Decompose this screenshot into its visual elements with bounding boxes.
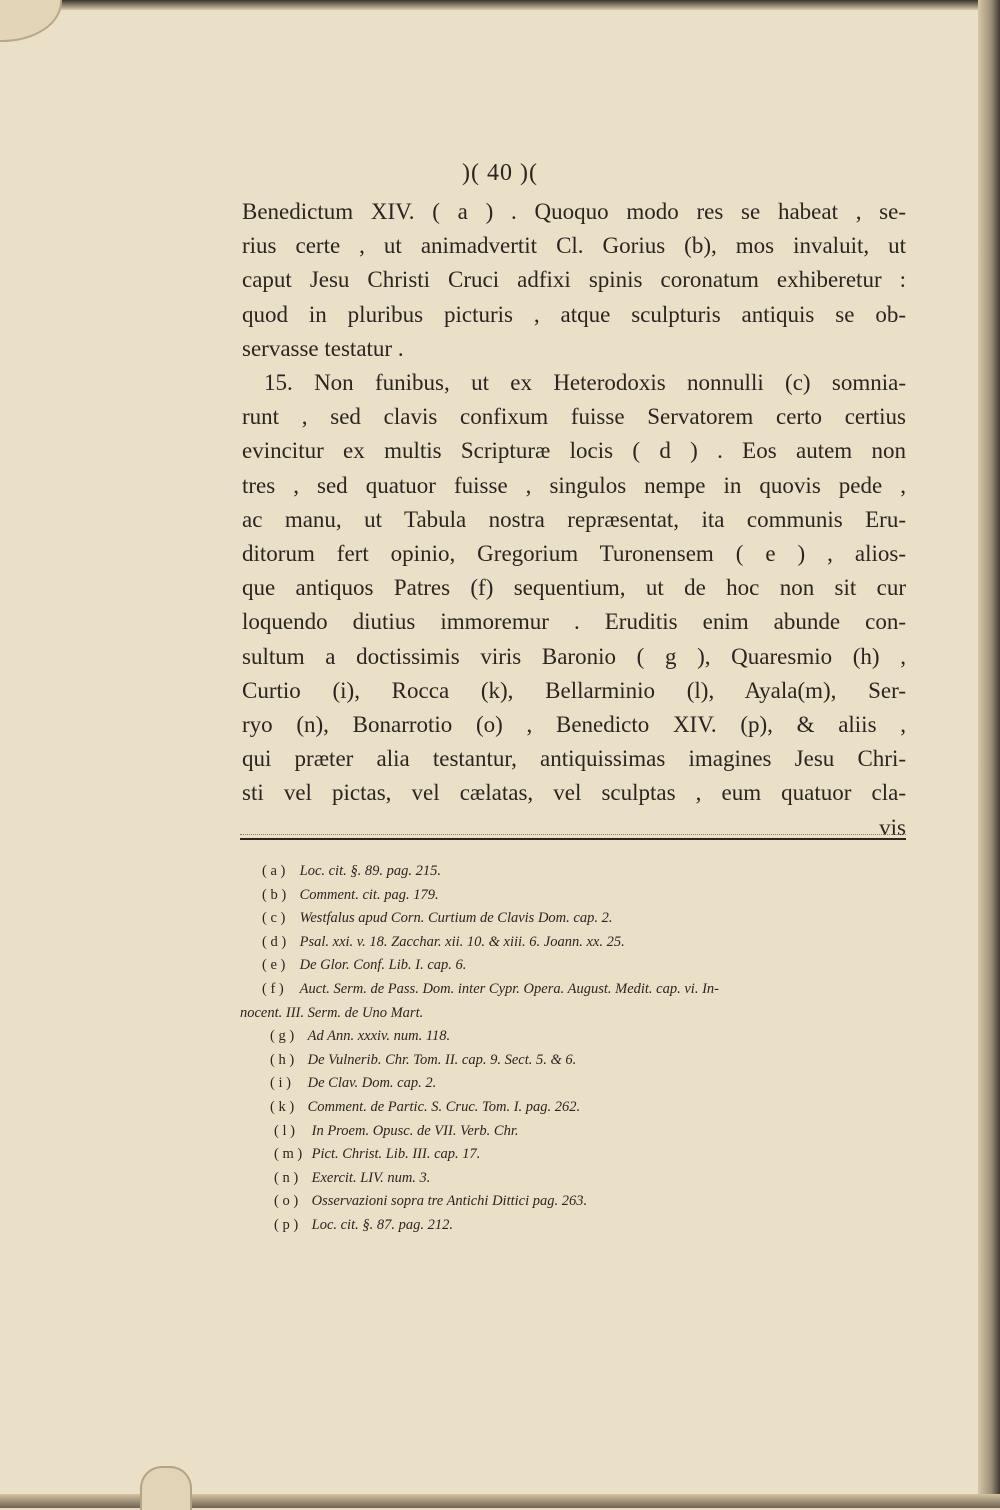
footnote: ( h ) De Vulnerib. Chr. Tom. II. cap. 9. Sect. 5. & 6. [270, 1051, 577, 1068]
footnote: ( g ) Ad Ann. xxxiv. num. 118. [270, 1028, 451, 1045]
body-line: evincitur ex multis Scripturæ locis ( d ) . Eos autem non [242, 438, 906, 464]
body-line: servasse testatur . [242, 335, 404, 361]
footnote: ( c ) Westfalus apud Corn. Curtium de Clavis Dom. cap. 2. [262, 910, 613, 927]
footnote-separator [240, 838, 906, 840]
footnote: ( p ) Loc. cit. §. 87. pag. 212. [274, 1216, 453, 1233]
book-binding-edge [978, 0, 1000, 1508]
footnote-separator-faint [240, 834, 906, 835]
footnote: ( a ) Loc. cit. §. 89. pag. 215. [262, 863, 441, 879]
body-line: sultum a doctissimis viris Baronio ( g ), Quaresmio (h) , [242, 643, 906, 669]
body-line: runt , sed clavis confixum fuisse Servatorem certo certius [242, 404, 906, 430]
footnote: ( f ) Auct. Serm. de Pass. Dom. inter Cypr. Opera. August. Medit. cap. vi. In- [262, 980, 719, 997]
footnote: ( e ) De Glor. Conf. Lib. I. cap. 6. [262, 957, 467, 974]
bookmark-tab [140, 1466, 192, 1510]
body-line: quod in pluribus picturis , atque sculpturis antiquis se ob- [242, 301, 906, 327]
body-line: rius certe , ut animadvertit Cl. Gorius (b), mos invaluit, ut [242, 233, 906, 259]
footnote-continuation: nocent. III. Serm. de Uno Mart. [240, 1004, 424, 1021]
body-line: ryo (n), Bonarrotio (o) , Benedicto XIV. (p), & aliis , [242, 712, 906, 738]
body-line: qui præter alia testantur, antiquissimas imagines Jesu Chri- [242, 746, 906, 772]
top-page-edge [0, 0, 1000, 10]
body-line: ditorum fert opinio, Gregorium Turonensem ( e ) , alios- [242, 541, 906, 567]
footnote: ( i ) De Clav. Dom. cap. 2. [270, 1075, 437, 1092]
footnote: ( o ) Osservazioni sopra tre Antichi Dittici pag. 263. [274, 1193, 588, 1210]
page-corner-curl [0, 0, 62, 42]
footnote: ( d ) Psal. xxi. v. 18. Zacchar. xii. 10. & xiii. 6. Joann. xx. 25. [262, 933, 625, 950]
body-line: que antiquos Patres (f) sequentium, ut de hoc non sit cur [242, 575, 906, 601]
footnote: ( b ) Comment. cit. pag. 179. [262, 886, 439, 903]
body-line: sti vel pictas, vel cælatas, vel sculptas , eum quatuor cla- [242, 780, 906, 806]
body-text [242, 195, 906, 845]
catchword: vis [879, 814, 906, 840]
footnote: ( m ) Pict. Christ. Lib. III. cap. 17. [274, 1146, 481, 1163]
body-line: caput Jesu Christi Cruci adfixi spinis coronatum exhiberetur : [242, 267, 906, 293]
body-line: Benedictum XIV. ( a ) . Quoquo modo res se habeat , se- [242, 199, 906, 224]
body-line: loquendo diutius immoremur . Eruditis enim abunde con- [242, 609, 906, 635]
section-start-line: 15. Non funibus, ut ex Heterodoxis nonnulli (c) somnia- [264, 370, 906, 396]
footnote: ( n ) Exercit. LIV. num. 3. [274, 1169, 431, 1186]
page-header: )( 40 )( [462, 160, 538, 186]
body-line: ac manu, ut Tabula nostra repræsentat, ita communis Eru- [242, 506, 906, 532]
body-line: tres , sed quatuor fuisse , singulos nempe in quovis pede , [242, 472, 906, 498]
body-line: Curtio (i), Rocca (k), Bellarminio (l), Ayala(m), Ser- [242, 677, 906, 703]
footnote: ( l ) In Proem. Opusc. de VII. Verb. Chr. [274, 1122, 519, 1139]
footnote: ( k ) Comment. de Partic. S. Cruc. Tom. I. pag. 262. [270, 1098, 581, 1115]
footnotes [240, 860, 912, 1238]
